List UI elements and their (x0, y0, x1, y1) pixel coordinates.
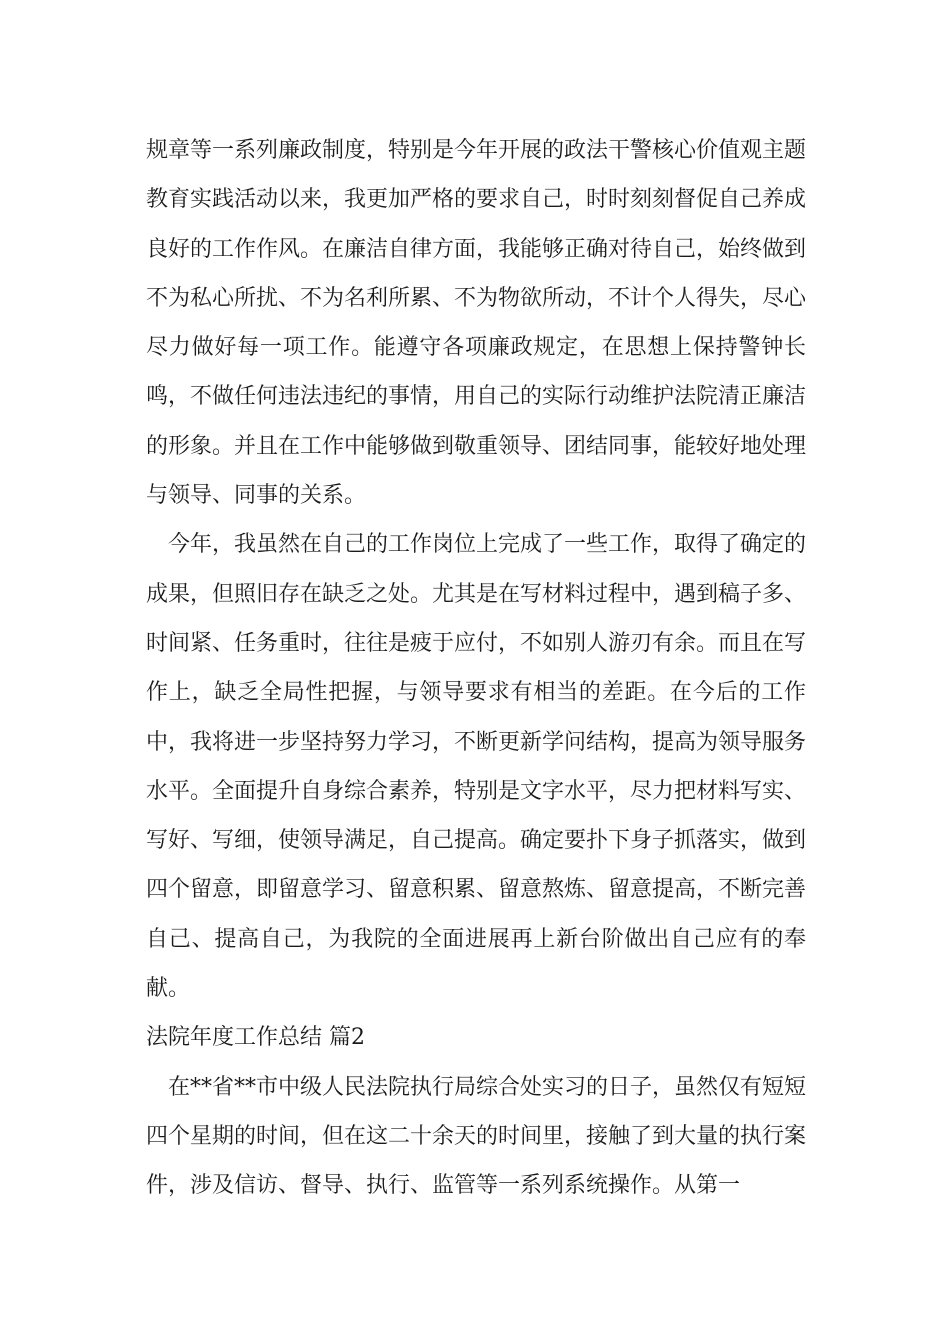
paragraph-internship: 在**省**市中级人民法院执行局综合处实习的日子，虽然仅有短短四个星期的时间，但在这二十余天的时间里，接触了到大量的执行案件，涉及信访、督导、执行、监管等一系列系统操作。从第一 (146, 1074, 807, 1199)
document-page (146, 126, 806, 1211)
paragraph-shortcomings: 今年，我虽然在自己的工作岗位上完成了一些工作，取得了确定的成果，但照旧存在缺乏之处。尤其是在写材料过程中，遇到稿子多、时间紧、任务重时，往往是疲于应付，不如别人游刃有余。而且在写作上，缺乏全局性把握，与领导要求有相当的差距。在今后的工作中，我将进一步坚持努力学习，不断更新学问结构，提高为领导服务水平。全面提升自身综合素养，特别是文字水平，尽力把材料写实、写好、写细，使领导满足，自己提高。确定要扑下身子抓落实，做到四个留意，即留意学习、留意积累、留意熬炼、留意提高，不断完善自己、提高自己，为我院的全面进展再上新台阶做出自己应有的奉献。 (146, 532, 807, 1002)
paragraph-integrity: 规章等一系列廉政制度，特别是今年开展的政法干警核心价值观主题教育实践活动以来，我更加严格的要求自己，时时刻刻督促自己养成良好的工作作风。在廉洁自律方面，我能够正确对待自己，始终做到不为私心所扰、不为名利所累、不为物欲所动，不计个人得失，尽心尽力做好每一项工作。能遵守各项廉政规定，在思想上保持警钟长鸣，不做任何违法违纪的事情，用自己的实际行动维护法院清正廉洁的形象。并且在工作中能够做到敬重领导、团结同事，能较好地处理与领导、同事的关系。 (146, 138, 807, 509)
section-heading: 法院年度工作总结 篇2 (146, 1025, 365, 1051)
